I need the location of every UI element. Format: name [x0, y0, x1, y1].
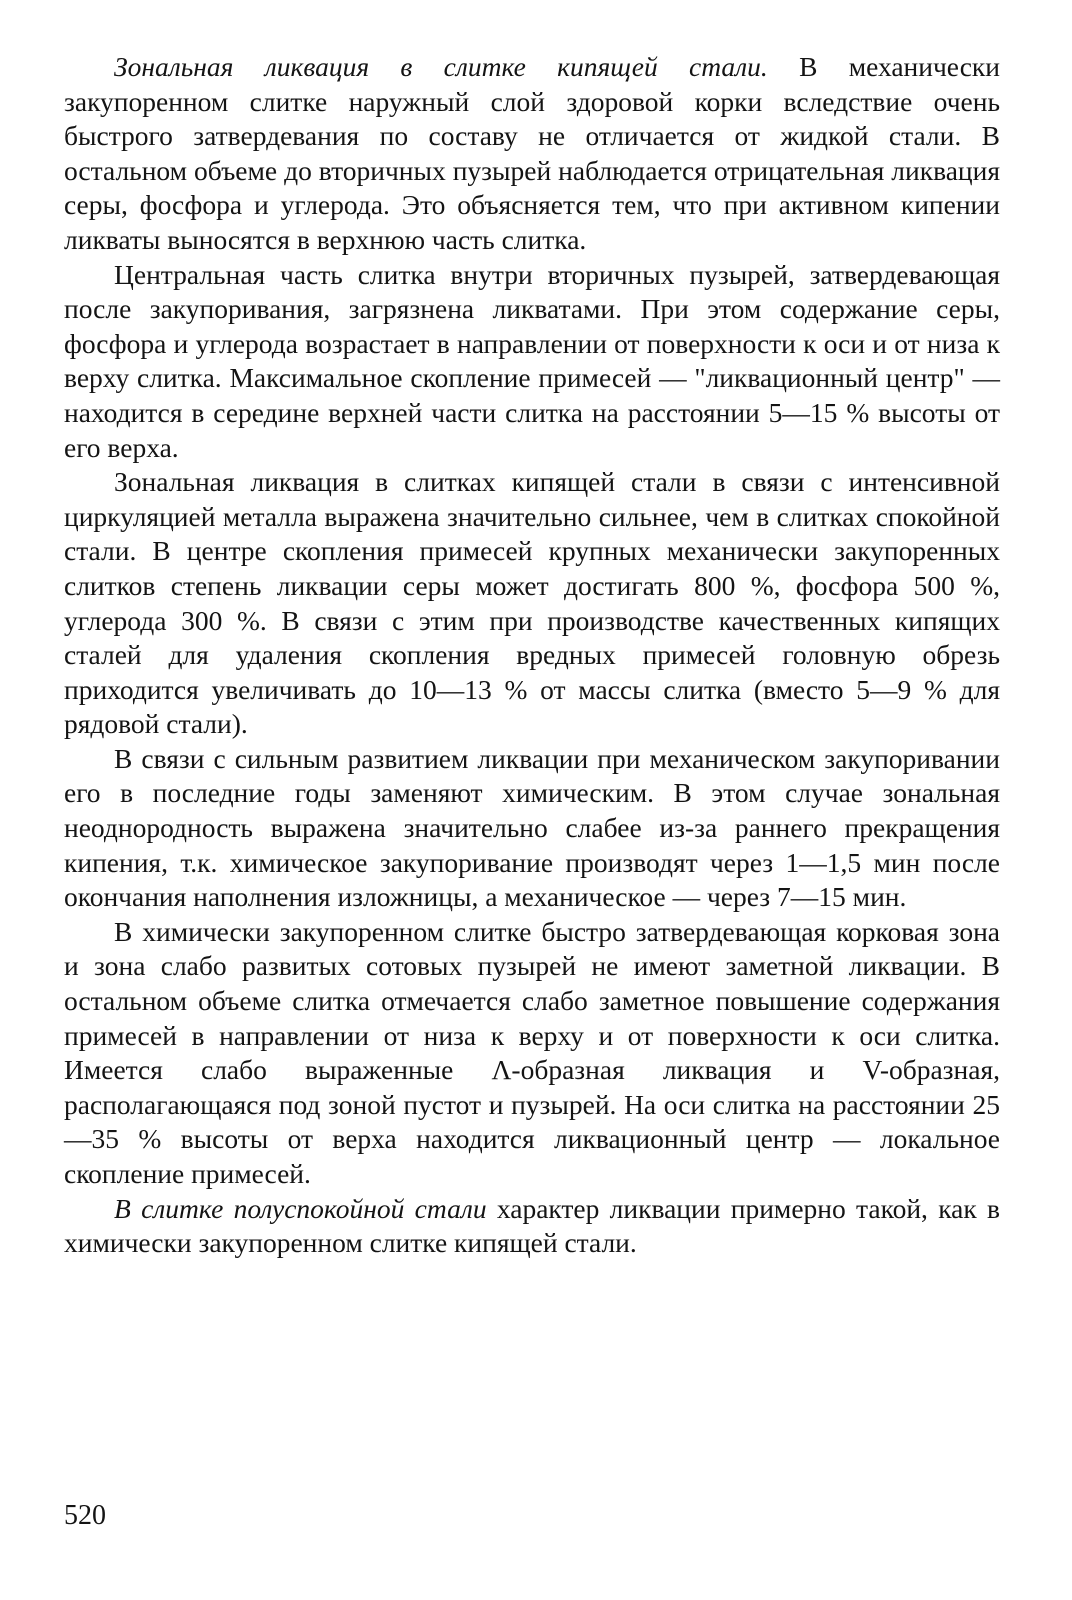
paragraph-chemical-capping	[64, 742, 1000, 915]
paragraph-central-part	[64, 258, 1000, 466]
paragraph-text: В механически закупоренном слитке наружный слой здоровой корки вследствие очень быстрого затвердевания по составу не отличается от жидкой стали. В остальном объеме до вторичных пузырей наблюдается отрицательная ликвация серы, фосфора и углерода. Это объясняется тем, что при активном кипении ликваты выносятся в верхнюю часть слитка.	[64, 51, 1000, 255]
paragraph-text: Центральная часть слитка внутри вторичных пузырей, затвердевающая после закупоривания, загрязнена ликватами. При этом содержание серы, фосфора и углерода возрастает в направлении от поверхности к оси и от низа к верху слитка. Максимальное скопление примесей — "ликвационный центр" — находится в середине верхней части слитка на расстоянии 5—15 % высоты от его верха.	[64, 258, 1000, 463]
paragraph-chemically-capped-ingot	[64, 915, 1000, 1192]
paragraph-text: В связи с сильным развитием ликвации при механическом закупоривании его в последние годы заменяют химическим. В этом случае зональная неоднородность выражена значительно слабее из-за раннего прекращения кипения, т.к. химическое закупоривание производят через 1—1,5 мин после окончания наполнения изложницы, а механическое — через 7—15 мин.	[64, 742, 1000, 913]
italic-heading: В слитке полуспокойной стали	[114, 1192, 487, 1224]
paragraph-text: характер ликвации примерно такой, как в химически закупоренном слитке кипящей стали.	[64, 1192, 1000, 1259]
page-number: 520	[64, 1500, 106, 1531]
paragraph-boiling-steel-zonal-segregation	[64, 50, 1000, 258]
paragraph-text: В химически закупоренном слитке быстро затвердевающая корковая зона и зона слабо развитых сотовых пузырей не имеют заметной ликвации. В остальном объеме слитка отмечается слабо заметное повышение содержания примесей в направлении от низа к верху и от поверхности к оси слитка. Имеется слабо выраженные Λ-образная ликвация и V-образная, располагающаяся под зоной пустот и пузырей. На оси слитка на расстоянии 25—35 % высоты от верха находится ликвационный центр — локальное скопление примесей.	[64, 915, 1000, 1189]
paragraph-text: Зональная ликвация в слитках кипящей стали в связи с интенсивной циркуляцией металла выражена значительно сильнее, чем в слитках спокойной стали. В центре скопления примесей крупных механически закупоренных слитков степень ликвации серы может достигать 800 %, фосфора 500 %, углерода 300 %. В связи с этим при производстве качественных кипящих сталей для удаления скопления вредных примесей головную обрезь приходится увеличивать до 10—13 % от массы слитка (вместо 5—9 % для рядовой стали).	[64, 466, 1000, 740]
italic-heading: Зональная ликвация в слитке кипящей стали.	[114, 51, 768, 82]
paragraph-semi-killed-steel	[64, 1192, 1000, 1261]
paragraph-circulation	[64, 465, 1000, 742]
page-body	[64, 50, 1000, 1261]
